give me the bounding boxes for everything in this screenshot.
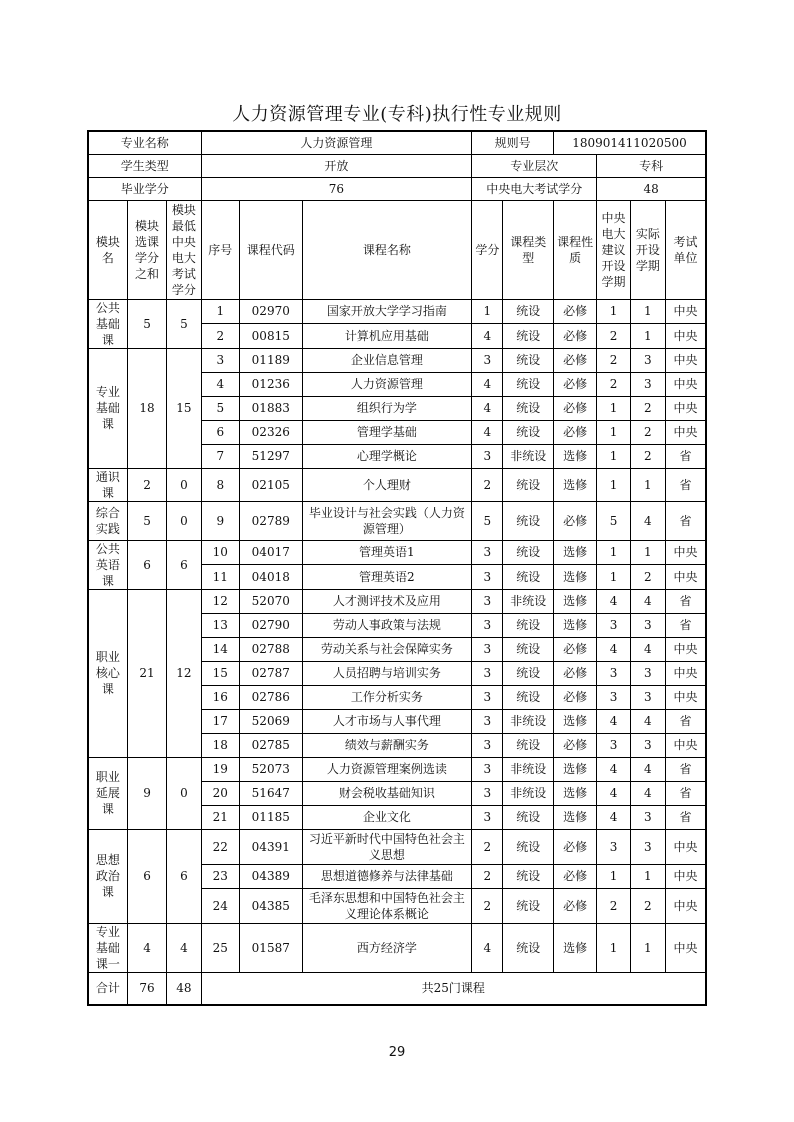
header-course-nature: 课程性质 xyxy=(553,200,596,299)
course-seq: 23 xyxy=(201,864,239,888)
course-type: 统设 xyxy=(503,372,553,396)
course-suggested-term: 4 xyxy=(597,637,630,661)
course-suggested-term: 1 xyxy=(597,923,630,972)
course-seq: 10 xyxy=(201,540,239,565)
course-name: 西方经济学 xyxy=(302,923,472,972)
course-nature: 必修 xyxy=(553,661,596,685)
course-actual-term: 3 xyxy=(630,372,665,396)
course-code: 02789 xyxy=(239,501,302,540)
course-credit: 4 xyxy=(472,324,503,349)
level-label: 专业层次 xyxy=(472,154,597,177)
total-label: 合计 xyxy=(88,972,127,1005)
course-seq: 11 xyxy=(201,565,239,590)
course-name: 劳动关系与社会保障实务 xyxy=(302,637,472,661)
course-name: 企业文化 xyxy=(302,805,472,829)
course-seq: 5 xyxy=(201,396,239,420)
exam-credits-label: 中央电大考试学分 xyxy=(472,177,597,200)
info-row xyxy=(88,131,706,154)
course-seq: 12 xyxy=(201,589,239,613)
course-suggested-term: 2 xyxy=(597,348,630,372)
course-exam-unit: 省 xyxy=(666,444,706,468)
course-actual-term: 2 xyxy=(630,444,665,468)
course-nature: 必修 xyxy=(553,372,596,396)
course-name: 心理学概论 xyxy=(302,444,472,468)
course-suggested-term: 4 xyxy=(597,805,630,829)
course-code: 02785 xyxy=(239,733,302,757)
student-type-value: 开放 xyxy=(201,154,472,177)
module-min-exam-credits: 6 xyxy=(167,829,201,923)
header-code: 课程代码 xyxy=(239,200,302,299)
course-credit: 4 xyxy=(472,923,503,972)
course-credit: 5 xyxy=(472,501,503,540)
course-name: 财会税收基础知识 xyxy=(302,781,472,805)
course-code: 01883 xyxy=(239,396,302,420)
total-credits: 76 xyxy=(127,972,166,1005)
course-exam-unit: 中央 xyxy=(666,540,706,565)
course-nature: 必修 xyxy=(553,299,596,324)
course-exam-unit: 中央 xyxy=(666,685,706,709)
module-credits: 9 xyxy=(127,757,166,829)
grad-credits-value: 76 xyxy=(201,177,472,200)
module-name: 综合实践 xyxy=(88,501,127,540)
module-credits: 18 xyxy=(127,348,166,468)
rule-no-label: 规则号 xyxy=(472,131,554,154)
course-exam-unit: 中央 xyxy=(666,396,706,420)
course-name: 个人理财 xyxy=(302,468,472,501)
course-credit: 1 xyxy=(472,299,503,324)
course-actual-term: 1 xyxy=(630,923,665,972)
rule-no-value: 180901411020500 xyxy=(553,131,706,154)
course-suggested-term: 4 xyxy=(597,589,630,613)
course-nature: 选修 xyxy=(553,709,596,733)
course-nature: 选修 xyxy=(553,444,596,468)
course-actual-term: 1 xyxy=(630,324,665,349)
course-type: 非统设 xyxy=(503,709,553,733)
course-type: 统设 xyxy=(503,565,553,590)
course-code: 51647 xyxy=(239,781,302,805)
course-actual-term: 2 xyxy=(630,888,665,923)
course-seq: 24 xyxy=(201,888,239,923)
course-seq: 21 xyxy=(201,805,239,829)
course-suggested-term: 1 xyxy=(597,565,630,590)
course-nature: 必修 xyxy=(553,829,596,864)
course-seq: 15 xyxy=(201,661,239,685)
course-exam-unit: 中央 xyxy=(666,565,706,590)
grad-credits-label: 毕业学分 xyxy=(88,177,201,200)
course-suggested-term: 1 xyxy=(597,864,630,888)
course-credit: 3 xyxy=(472,565,503,590)
course-type: 统设 xyxy=(503,923,553,972)
course-seq: 19 xyxy=(201,757,239,781)
table-row xyxy=(88,540,706,565)
course-credit: 3 xyxy=(472,733,503,757)
course-type: 统设 xyxy=(503,685,553,709)
module-name: 通识课 xyxy=(88,468,127,501)
course-actual-term: 4 xyxy=(630,637,665,661)
course-code: 04391 xyxy=(239,829,302,864)
major-name-value: 人力资源管理 xyxy=(201,131,472,154)
course-type: 非统设 xyxy=(503,589,553,613)
course-code: 51297 xyxy=(239,444,302,468)
course-actual-term: 3 xyxy=(630,685,665,709)
course-name: 人力资源管理案例选读 xyxy=(302,757,472,781)
course-credit: 2 xyxy=(472,468,503,501)
student-type-label: 学生类型 xyxy=(88,154,201,177)
course-name: 组织行为学 xyxy=(302,396,472,420)
course-suggested-term: 4 xyxy=(597,709,630,733)
course-nature: 选修 xyxy=(553,589,596,613)
course-exam-unit: 中央 xyxy=(666,733,706,757)
course-name: 人力资源管理 xyxy=(302,372,472,396)
course-name: 管理学基础 xyxy=(302,420,472,444)
course-seq: 2 xyxy=(201,324,239,349)
course-nature: 必修 xyxy=(553,348,596,372)
course-code: 00815 xyxy=(239,324,302,349)
course-exam-unit: 省 xyxy=(666,781,706,805)
module-credits: 6 xyxy=(127,829,166,923)
course-exam-unit: 中央 xyxy=(666,923,706,972)
course-suggested-term: 1 xyxy=(597,468,630,501)
course-exam-unit: 中央 xyxy=(666,661,706,685)
course-code: 02787 xyxy=(239,661,302,685)
course-nature: 选修 xyxy=(553,757,596,781)
course-exam-unit: 省 xyxy=(666,613,706,637)
course-exam-unit: 省 xyxy=(666,805,706,829)
course-seq: 25 xyxy=(201,923,239,972)
course-type: 统设 xyxy=(503,613,553,637)
course-nature: 必修 xyxy=(553,324,596,349)
header-exam-unit: 考试单位 xyxy=(666,200,706,299)
table-row xyxy=(88,468,706,501)
page-number: 29 xyxy=(388,1045,406,1060)
course-suggested-term: 3 xyxy=(597,829,630,864)
table-row xyxy=(88,501,706,540)
course-nature: 必修 xyxy=(553,501,596,540)
course-name: 绩效与薪酬实务 xyxy=(302,733,472,757)
course-suggested-term: 2 xyxy=(597,324,630,349)
course-suggested-term: 3 xyxy=(597,613,630,637)
course-code: 04018 xyxy=(239,565,302,590)
module-min-exam-credits: 15 xyxy=(167,348,201,468)
course-nature: 必修 xyxy=(553,685,596,709)
course-name: 计算机应用基础 xyxy=(302,324,472,349)
header-module: 模块名 xyxy=(88,200,127,299)
course-seq: 6 xyxy=(201,420,239,444)
course-credit: 3 xyxy=(472,661,503,685)
header-seq: 序号 xyxy=(201,200,239,299)
header-module-credits: 模块选课学分之和 xyxy=(127,200,166,299)
header-min-exam-credits: 模块最低中央电大考试学分 xyxy=(167,200,201,299)
header-name: 课程名称 xyxy=(302,200,472,299)
exam-credits-value: 48 xyxy=(597,177,706,200)
course-actual-term: 2 xyxy=(630,396,665,420)
course-suggested-term: 5 xyxy=(597,501,630,540)
course-code: 02788 xyxy=(239,637,302,661)
course-code: 52069 xyxy=(239,709,302,733)
course-exam-unit: 省 xyxy=(666,468,706,501)
course-type: 统设 xyxy=(503,829,553,864)
course-type: 统设 xyxy=(503,864,553,888)
course-seq: 18 xyxy=(201,733,239,757)
course-name: 毛泽东思想和中国特色社会主义理论体系概论 xyxy=(302,888,472,923)
course-suggested-term: 1 xyxy=(597,444,630,468)
course-exam-unit: 省 xyxy=(666,501,706,540)
course-code: 52070 xyxy=(239,589,302,613)
course-actual-term: 4 xyxy=(630,757,665,781)
course-exam-unit: 中央 xyxy=(666,348,706,372)
course-seq: 16 xyxy=(201,685,239,709)
course-name: 国家开放大学学习指南 xyxy=(302,299,472,324)
course-credit: 4 xyxy=(472,420,503,444)
course-suggested-term: 3 xyxy=(597,685,630,709)
course-suggested-term: 1 xyxy=(597,299,630,324)
course-credit: 2 xyxy=(472,888,503,923)
course-credit: 2 xyxy=(472,829,503,864)
course-code: 02105 xyxy=(239,468,302,501)
course-type: 统设 xyxy=(503,888,553,923)
course-code: 01189 xyxy=(239,348,302,372)
course-actual-term: 2 xyxy=(630,565,665,590)
course-credit: 3 xyxy=(472,781,503,805)
course-seq: 8 xyxy=(201,468,239,501)
module-name: 职业核心课 xyxy=(88,589,127,757)
course-nature: 必修 xyxy=(553,396,596,420)
course-type: 统设 xyxy=(503,540,553,565)
course-type: 统设 xyxy=(503,468,553,501)
course-actual-term: 3 xyxy=(630,733,665,757)
module-min-exam-credits: 0 xyxy=(167,757,201,829)
info-row xyxy=(88,154,706,177)
course-type: 统设 xyxy=(503,501,553,540)
course-nature: 必修 xyxy=(553,888,596,923)
course-suggested-term: 2 xyxy=(597,372,630,396)
course-exam-unit: 中央 xyxy=(666,864,706,888)
course-code: 02326 xyxy=(239,420,302,444)
course-name: 劳动人事政策与法规 xyxy=(302,613,472,637)
rules-table xyxy=(87,130,707,1006)
course-name: 企业信息管理 xyxy=(302,348,472,372)
course-code: 04389 xyxy=(239,864,302,888)
course-name: 毕业设计与社会实践（人力资源管理） xyxy=(302,501,472,540)
course-seq: 1 xyxy=(201,299,239,324)
course-credit: 3 xyxy=(472,805,503,829)
module-credits: 4 xyxy=(127,923,166,972)
header-actual-term: 实际开设学期 xyxy=(630,200,665,299)
module-name: 公共英语课 xyxy=(88,540,127,589)
module-min-exam-credits: 5 xyxy=(167,299,201,348)
course-exam-unit: 中央 xyxy=(666,420,706,444)
course-code: 52073 xyxy=(239,757,302,781)
course-type: 统设 xyxy=(503,396,553,420)
course-name: 人员招聘与培训实务 xyxy=(302,661,472,685)
course-code: 01236 xyxy=(239,372,302,396)
course-type: 非统设 xyxy=(503,781,553,805)
course-suggested-term: 1 xyxy=(597,540,630,565)
course-code: 01185 xyxy=(239,805,302,829)
course-suggested-term: 4 xyxy=(597,757,630,781)
course-seq: 4 xyxy=(201,372,239,396)
course-exam-unit: 中央 xyxy=(666,637,706,661)
table-row xyxy=(88,829,706,864)
course-credit: 3 xyxy=(472,540,503,565)
module-min-exam-credits: 0 xyxy=(167,468,201,501)
course-code: 02970 xyxy=(239,299,302,324)
course-actual-term: 1 xyxy=(630,299,665,324)
header-suggested-term: 中央电大建议开设学期 xyxy=(597,200,630,299)
table-row xyxy=(88,348,706,372)
module-min-exam-credits: 0 xyxy=(167,501,201,540)
total-row xyxy=(88,972,706,1005)
course-seq: 17 xyxy=(201,709,239,733)
course-credit: 3 xyxy=(472,685,503,709)
course-credit: 4 xyxy=(472,396,503,420)
header-credit: 学分 xyxy=(472,200,503,299)
course-type: 非统设 xyxy=(503,757,553,781)
course-credit: 3 xyxy=(472,637,503,661)
total-summary: 共25门课程 xyxy=(201,972,706,1005)
module-name: 专业基础课一 xyxy=(88,923,127,972)
course-name: 工作分析实务 xyxy=(302,685,472,709)
course-actual-term: 3 xyxy=(630,805,665,829)
column-header-row xyxy=(88,200,706,299)
course-name: 人才测评技术及应用 xyxy=(302,589,472,613)
module-credits: 6 xyxy=(127,540,166,589)
course-code: 04385 xyxy=(239,888,302,923)
course-actual-term: 4 xyxy=(630,781,665,805)
course-name: 管理英语1 xyxy=(302,540,472,565)
course-nature: 选修 xyxy=(553,540,596,565)
course-nature: 选修 xyxy=(553,923,596,972)
course-nature: 必修 xyxy=(553,733,596,757)
course-seq: 7 xyxy=(201,444,239,468)
course-name: 思想道德修养与法律基础 xyxy=(302,864,472,888)
course-type: 统设 xyxy=(503,637,553,661)
course-exam-unit: 中央 xyxy=(666,372,706,396)
course-nature: 选修 xyxy=(553,565,596,590)
total-min-exam-credits: 48 xyxy=(167,972,201,1005)
course-nature: 选修 xyxy=(553,781,596,805)
course-actual-term: 1 xyxy=(630,468,665,501)
course-nature: 必修 xyxy=(553,864,596,888)
course-actual-term: 3 xyxy=(630,613,665,637)
course-actual-term: 2 xyxy=(630,420,665,444)
course-type: 统设 xyxy=(503,733,553,757)
course-actual-term: 4 xyxy=(630,501,665,540)
course-credit: 3 xyxy=(472,589,503,613)
table-row xyxy=(88,299,706,324)
course-seq: 9 xyxy=(201,501,239,540)
header-course-type: 课程类型 xyxy=(503,200,553,299)
course-actual-term: 3 xyxy=(630,829,665,864)
course-credit: 3 xyxy=(472,348,503,372)
course-credit: 2 xyxy=(472,864,503,888)
course-nature: 必修 xyxy=(553,637,596,661)
course-actual-term: 3 xyxy=(630,661,665,685)
course-type: 统设 xyxy=(503,324,553,349)
course-seq: 14 xyxy=(201,637,239,661)
course-exam-unit: 中央 xyxy=(666,324,706,349)
module-min-exam-credits: 4 xyxy=(167,923,201,972)
course-credit: 3 xyxy=(472,709,503,733)
course-exam-unit: 中央 xyxy=(666,829,706,864)
course-suggested-term: 3 xyxy=(597,661,630,685)
module-credits: 2 xyxy=(127,468,166,501)
course-suggested-term: 3 xyxy=(597,733,630,757)
module-name: 职业延展课 xyxy=(88,757,127,829)
module-name: 专业基础课 xyxy=(88,348,127,468)
course-nature: 选修 xyxy=(553,468,596,501)
course-credit: 3 xyxy=(472,757,503,781)
module-credits: 5 xyxy=(127,299,166,348)
module-min-exam-credits: 12 xyxy=(167,589,201,757)
document-title: 人力资源管理专业(专科)执行性专业规则 xyxy=(232,104,562,125)
course-credit: 3 xyxy=(472,444,503,468)
course-exam-unit: 中央 xyxy=(666,299,706,324)
table-row xyxy=(88,757,706,781)
course-code: 02786 xyxy=(239,685,302,709)
module-name: 公共基础课 xyxy=(88,299,127,348)
course-seq: 20 xyxy=(201,781,239,805)
table-row xyxy=(88,589,706,613)
course-type: 统设 xyxy=(503,805,553,829)
course-name: 管理英语2 xyxy=(302,565,472,590)
course-type: 统设 xyxy=(503,348,553,372)
course-code: 01587 xyxy=(239,923,302,972)
course-seq: 3 xyxy=(201,348,239,372)
course-name: 人才市场与人事代理 xyxy=(302,709,472,733)
table-row xyxy=(88,923,706,972)
course-nature: 必修 xyxy=(553,420,596,444)
course-exam-unit: 省 xyxy=(666,709,706,733)
course-suggested-term: 2 xyxy=(597,888,630,923)
course-nature: 选修 xyxy=(553,613,596,637)
level-value: 专科 xyxy=(597,154,706,177)
course-credit: 4 xyxy=(472,372,503,396)
info-row xyxy=(88,177,706,200)
course-seq: 22 xyxy=(201,829,239,864)
course-code: 04017 xyxy=(239,540,302,565)
course-credit: 3 xyxy=(472,613,503,637)
course-suggested-term: 1 xyxy=(597,420,630,444)
course-type: 非统设 xyxy=(503,444,553,468)
course-seq: 13 xyxy=(201,613,239,637)
course-type: 统设 xyxy=(503,299,553,324)
module-credits: 21 xyxy=(127,589,166,757)
course-exam-unit: 中央 xyxy=(666,888,706,923)
course-code: 02790 xyxy=(239,613,302,637)
course-actual-term: 3 xyxy=(630,348,665,372)
module-min-exam-credits: 6 xyxy=(167,540,201,589)
course-actual-term: 4 xyxy=(630,589,665,613)
course-exam-unit: 省 xyxy=(666,589,706,613)
course-suggested-term: 1 xyxy=(597,396,630,420)
course-nature: 选修 xyxy=(553,805,596,829)
course-suggested-term: 4 xyxy=(597,781,630,805)
course-actual-term: 1 xyxy=(630,864,665,888)
course-type: 统设 xyxy=(503,661,553,685)
major-name-label: 专业名称 xyxy=(88,131,201,154)
course-actual-term: 4 xyxy=(630,709,665,733)
course-exam-unit: 省 xyxy=(666,757,706,781)
module-credits: 5 xyxy=(127,501,166,540)
course-type: 统设 xyxy=(503,420,553,444)
module-name: 思想政治课 xyxy=(88,829,127,923)
course-name: 习近平新时代中国特色社会主义思想 xyxy=(302,829,472,864)
course-actual-term: 1 xyxy=(630,540,665,565)
